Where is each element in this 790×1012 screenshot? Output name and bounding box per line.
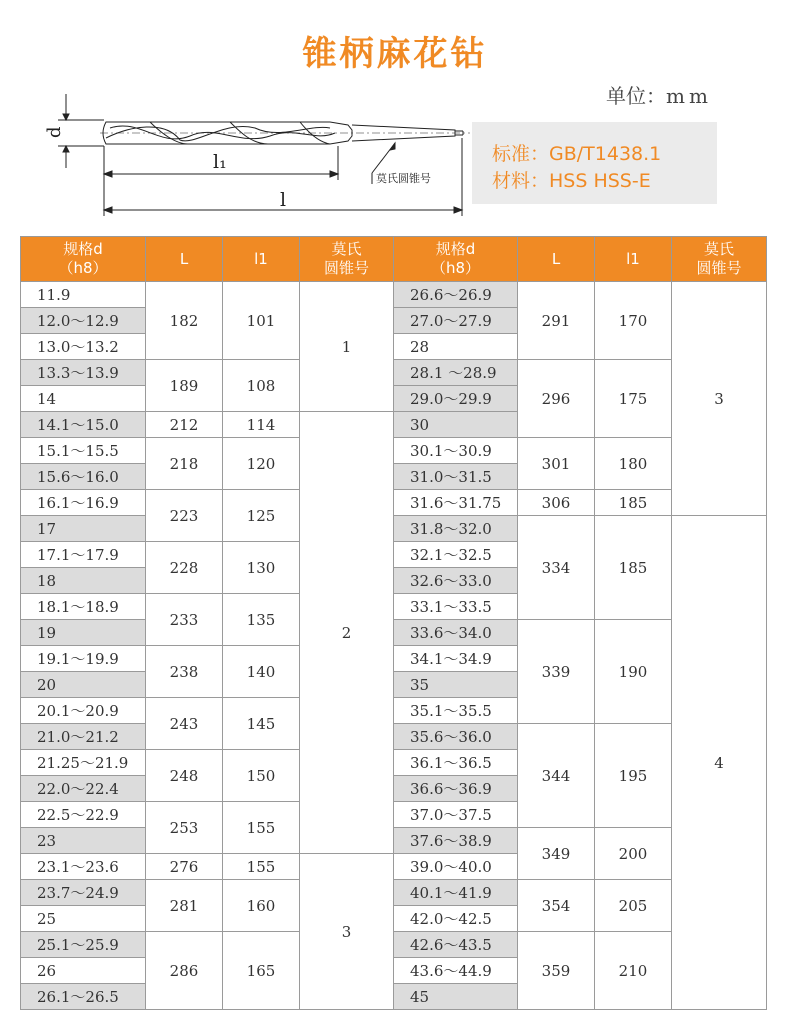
left-size-cell: 17 [21, 516, 146, 542]
right-size-cell: 36.6～36.9 [394, 776, 518, 802]
left-l1-cell: 108 [223, 360, 300, 412]
left-l1-cell: 114 [223, 412, 300, 438]
right-size-cell: 45 [394, 984, 518, 1010]
l-label: l [280, 189, 287, 211]
right-size-cell: 28.1 ～28.9 [394, 360, 518, 386]
left-size-cell: 20.1～20.9 [21, 698, 146, 724]
right-size-cell: 35.6～36.0 [394, 724, 518, 750]
left-l-cell: 238 [146, 646, 223, 698]
right-l-cell: 296 [518, 360, 595, 438]
right-l-cell: 306 [518, 490, 595, 516]
right-taper-cell: 3 [672, 282, 767, 516]
left-size-cell: 21.25～21.9 [21, 750, 146, 776]
right-size-cell: 40.1～41.9 [394, 880, 518, 906]
left-l-cell: 253 [146, 802, 223, 854]
left-l1-cell: 135 [223, 594, 300, 646]
right-size-cell: 33.6～34.0 [394, 620, 518, 646]
left-size-cell: 23.1～23.6 [21, 854, 146, 880]
left-size-cell: 18 [21, 568, 146, 594]
spec-table [20, 236, 767, 1010]
left-l-cell: 248 [146, 750, 223, 802]
right-l-cell: 349 [518, 828, 595, 880]
left-size-cell: 22.5～22.9 [21, 802, 146, 828]
table-row [21, 724, 767, 750]
left-size-cell: 15.1～15.5 [21, 438, 146, 464]
left-size-cell: 11.9 [21, 282, 146, 308]
left-l-cell: 228 [146, 542, 223, 594]
left-size-cell: 14.1～15.0 [21, 412, 146, 438]
column-header: l1 [223, 237, 300, 282]
right-l1-cell: 170 [595, 282, 672, 360]
right-size-cell: 27.0～27.9 [394, 308, 518, 334]
right-size-cell: 42.0～42.5 [394, 906, 518, 932]
left-l-cell: 182 [146, 282, 223, 360]
right-size-cell: 26.6～26.9 [394, 282, 518, 308]
left-size-cell: 15.6～16.0 [21, 464, 146, 490]
left-size-cell: 26.1～26.5 [21, 984, 146, 1010]
column-header: L [146, 237, 223, 282]
right-size-cell: 32.6～33.0 [394, 568, 518, 594]
left-l1-cell: 120 [223, 438, 300, 490]
left-l-cell: 233 [146, 594, 223, 646]
unit-prefix: 单位： [606, 84, 666, 108]
left-size-cell: 17.1～17.9 [21, 542, 146, 568]
right-l1-cell: 210 [595, 932, 672, 1010]
left-l1-cell: 150 [223, 750, 300, 802]
left-taper-cell: 2 [300, 412, 394, 854]
right-size-cell: 29.0～29.9 [394, 386, 518, 412]
right-size-cell: 32.1～32.5 [394, 542, 518, 568]
right-size-cell: 37.6～38.9 [394, 828, 518, 854]
left-size-cell: 20 [21, 672, 146, 698]
right-l-cell: 339 [518, 620, 595, 724]
left-l-cell: 276 [146, 854, 223, 880]
left-taper-cell: 3 [300, 854, 394, 1010]
left-l1-cell: 130 [223, 542, 300, 594]
left-l-cell: 189 [146, 360, 223, 412]
right-l-cell: 291 [518, 282, 595, 360]
left-size-cell: 18.1～18.9 [21, 594, 146, 620]
table-row [21, 880, 767, 906]
left-size-cell: 14 [21, 386, 146, 412]
left-l-cell: 212 [146, 412, 223, 438]
spec-box [472, 122, 717, 204]
left-taper-cell: 1 [300, 282, 394, 412]
right-size-cell: 35 [394, 672, 518, 698]
right-l-cell: 334 [518, 516, 595, 620]
right-size-cell: 34.1～34.9 [394, 646, 518, 672]
column-header: 规格d （h8） [21, 237, 146, 282]
left-size-cell: 23 [21, 828, 146, 854]
left-l1-cell: 145 [223, 698, 300, 750]
column-header: 莫氏 圆锥号 [672, 237, 767, 282]
left-l1-cell: 140 [223, 646, 300, 698]
column-header: l1 [595, 237, 672, 282]
left-l-cell: 243 [146, 698, 223, 750]
right-taper-cell: 4 [672, 516, 767, 1010]
table-row [21, 282, 767, 308]
left-l1-cell: 155 [223, 854, 300, 880]
left-size-cell: 19.1～19.9 [21, 646, 146, 672]
right-size-cell: 43.6～44.9 [394, 958, 518, 984]
right-size-cell: 39.0～40.0 [394, 854, 518, 880]
l1-label: l₁ [213, 151, 227, 173]
table-row [21, 932, 767, 958]
table-row [21, 438, 767, 464]
left-l1-cell: 160 [223, 880, 300, 932]
unit-value: mm [666, 84, 712, 108]
column-header: 规格d （h8） [394, 237, 518, 282]
right-l1-cell: 200 [595, 828, 672, 880]
right-size-cell: 36.1～36.5 [394, 750, 518, 776]
left-l-cell: 281 [146, 880, 223, 932]
right-l1-cell: 195 [595, 724, 672, 828]
header-row [21, 237, 767, 282]
standard-text: 标准：GB/T1438.1 [492, 143, 662, 165]
left-l-cell: 223 [146, 490, 223, 542]
right-l-cell: 301 [518, 438, 595, 490]
right-l-cell: 344 [518, 724, 595, 828]
left-size-cell: 12.0～12.9 [21, 308, 146, 334]
right-size-cell: 42.6～43.5 [394, 932, 518, 958]
left-size-cell: 26 [21, 958, 146, 984]
material-text: 材料：HSS HSS-E [492, 170, 651, 192]
right-l1-cell: 180 [595, 438, 672, 490]
left-size-cell: 25 [21, 906, 146, 932]
table-row [21, 828, 767, 854]
right-size-cell: 31.8～32.0 [394, 516, 518, 542]
left-size-cell: 21.0～21.2 [21, 724, 146, 750]
taper-label: 莫氏圆锥号 [376, 172, 431, 185]
right-size-cell: 33.1～33.5 [394, 594, 518, 620]
left-size-cell: 13.0～13.2 [21, 334, 146, 360]
right-size-cell: 37.0～37.5 [394, 802, 518, 828]
right-size-cell: 28 [394, 334, 518, 360]
right-size-cell: 31.0～31.5 [394, 464, 518, 490]
right-l1-cell: 175 [595, 360, 672, 438]
left-l1-cell: 125 [223, 490, 300, 542]
unit-label [606, 80, 712, 109]
right-l1-cell: 185 [595, 516, 672, 620]
left-l-cell: 218 [146, 438, 223, 490]
left-l-cell: 286 [146, 932, 223, 1010]
left-size-cell: 23.7～24.9 [21, 880, 146, 906]
column-header: L [518, 237, 595, 282]
left-size-cell: 22.0～22.4 [21, 776, 146, 802]
table-row [21, 620, 767, 646]
right-l1-cell: 185 [595, 490, 672, 516]
left-size-cell: 13.3～13.9 [21, 360, 146, 386]
table-row [21, 490, 767, 516]
table-row [21, 360, 767, 386]
left-size-cell: 16.1～16.9 [21, 490, 146, 516]
left-size-cell: 25.1～25.9 [21, 932, 146, 958]
left-l1-cell: 155 [223, 802, 300, 854]
table-row [21, 516, 767, 542]
right-l1-cell: 190 [595, 620, 672, 724]
right-l1-cell: 205 [595, 880, 672, 932]
left-size-cell: 19 [21, 620, 146, 646]
d-label: d [44, 126, 65, 138]
right-size-cell: 30 [394, 412, 518, 438]
drill-diagram [0, 88, 480, 223]
column-header: 莫氏 圆锥号 [300, 237, 394, 282]
left-l1-cell: 165 [223, 932, 300, 1010]
page-title: 锥柄麻花钻 [302, 34, 488, 74]
right-size-cell: 31.6～31.75 [394, 490, 518, 516]
right-size-cell: 30.1～30.9 [394, 438, 518, 464]
right-l-cell: 359 [518, 932, 595, 1010]
right-size-cell: 35.1～35.5 [394, 698, 518, 724]
right-l-cell: 354 [518, 880, 595, 932]
left-l1-cell: 101 [223, 282, 300, 360]
